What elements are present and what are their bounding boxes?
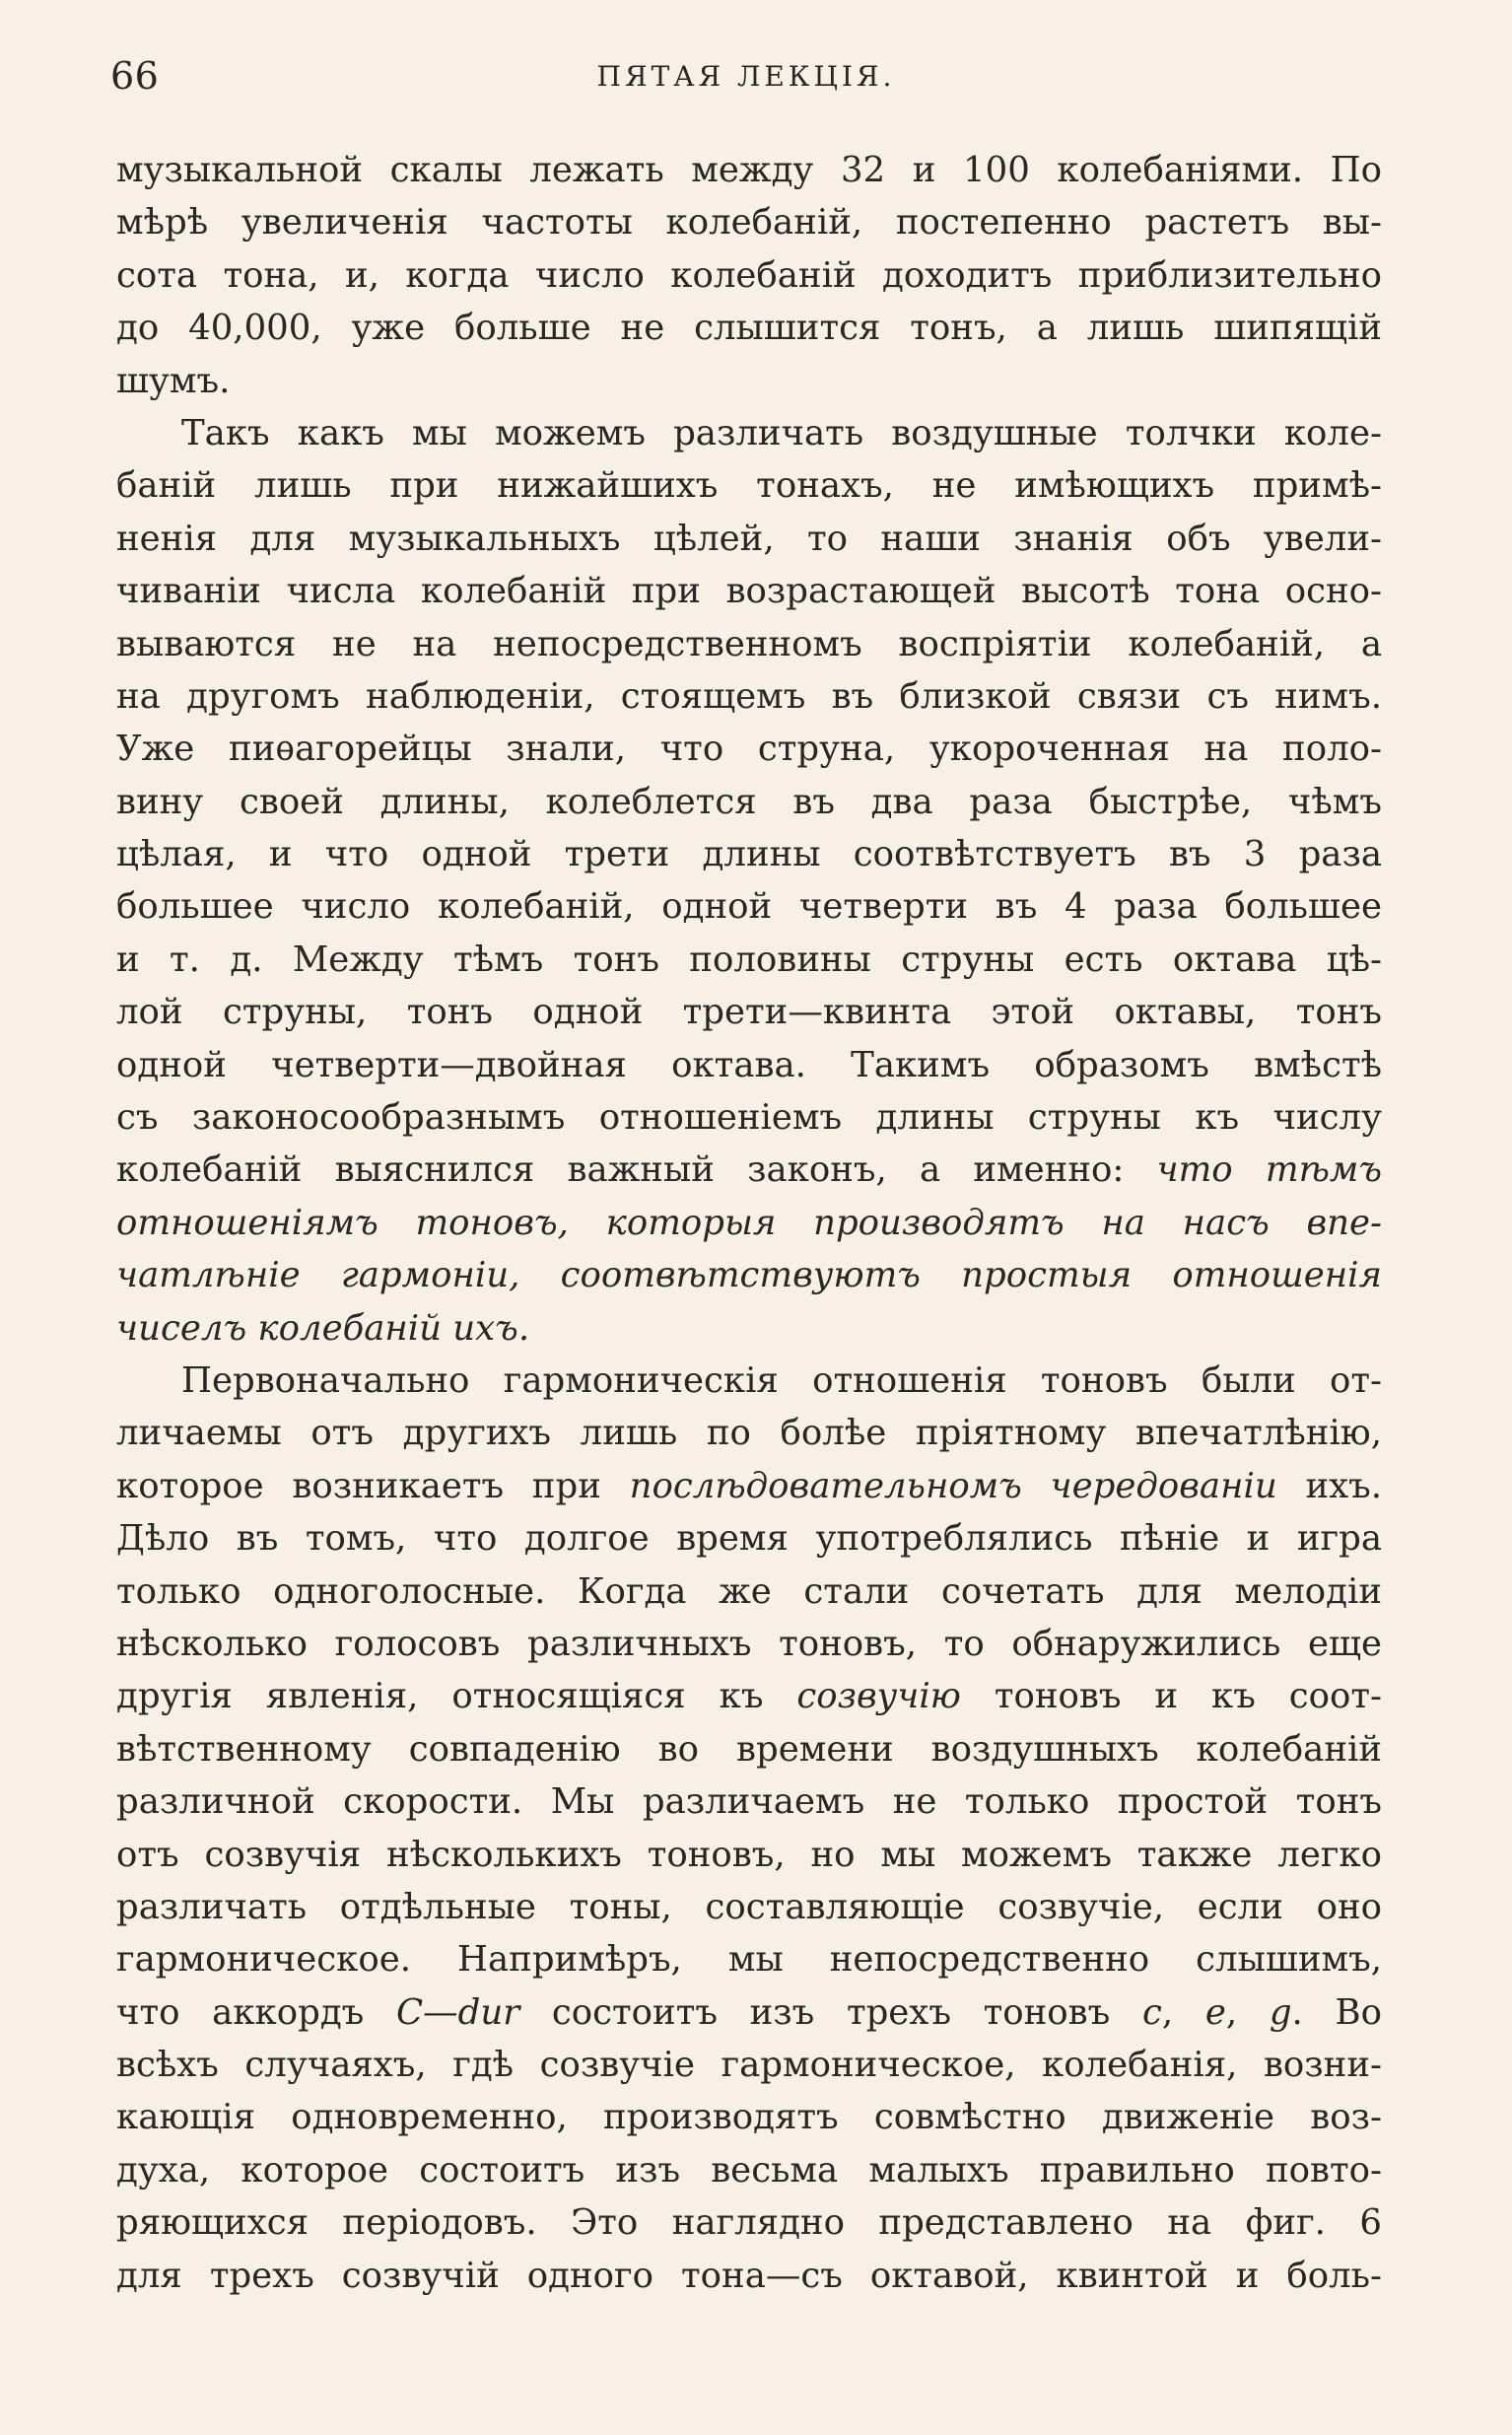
running-title: ПЯТАЯ ЛЕКЦІЯ. [596,60,896,93]
italic-text: C—dur [395,1991,520,2033]
text-line [116,1197,1382,1249]
text-line: Уже пиѳагорейцы знали, что струна, укороченная на поло- [116,729,1382,770]
text-line: баній лишь при нижайшихъ тонахъ, не имѣющихъ примѣ- [116,465,1382,507]
text-line: Дѣло въ томъ, что долгое время употреблялись пѣніе и игра [116,1518,1382,1560]
text-line: одной четверти—двойная октава. Такимъ образомъ вмѣстѣ [116,1044,1382,1085]
text-line: Такъ какъ мы можемъ различать воздушные толчки коле- [181,412,1382,453]
text-line: лой струны, тонъ одной трети—квинта этой октавы, тонъ [116,992,1382,1033]
text-line: на другомъ наблюденіи, стоящемъ въ близкой связи съ нимъ. [116,675,1382,717]
body-text [116,144,1382,2302]
text-line [116,1249,1382,1301]
running-head [110,51,1382,101]
text-line: съ законосообразнымъ отношеніемъ длины струны къ числу [116,1097,1382,1139]
text-line: вѣтственному совпаденію во времени воздушныхъ колебаній [116,1728,1382,1770]
italic-text: g [1269,1991,1292,2033]
text-line: и т. д. Между тѣмъ тонъ половины струны есть октава цѣ- [116,939,1382,980]
text-line: вываются не на непосредственномъ воспріятіи колебаній, а [116,623,1382,664]
text-line: что аккордъ C—dur состоитъ изъ трехъ тоновъ c, e, g. Во [116,1991,1382,2033]
text-line: другія явленія, относящіяся къ созвучію тоновъ и къ соот- [116,1676,1382,1717]
text-line: сота тона, и, когда число колебаній доходитъ приблизительно [116,254,1382,296]
italic-text: отношеніямъ тоновъ, которыя производятъ на насъ впе- [116,1202,1382,1243]
italic-text: созвучію [796,1676,961,1717]
text-line: различать отдѣльные тоны, составляющіе созвучіе, если оно [116,1886,1382,1927]
italic-text: e [1204,1991,1226,2033]
text-line: Первоначально гармоническія отношенія тоновъ были от- [181,1359,1382,1401]
text-line: шумъ. [116,360,231,401]
text-line: всѣхъ случаяхъ, гдѣ созвучіе гармоническое, колебанія, возни- [116,2045,1382,2086]
italic-text: послѣдовательномъ чередованіи [629,1465,1277,1506]
text-line: цѣлая, и что одной трети длины соотвѣтствуетъ въ 3 раза [116,834,1382,875]
text-line: личаемы отъ другихъ лишь по болѣе пріятному впечатлѣнію, [116,1413,1382,1454]
text-line: которое возникаетъ при послѣдовательномъ чередованіи ихъ. [116,1465,1382,1506]
text-line: чиваніи числа колебаній при возрастающей высотѣ тона осно- [116,571,1382,612]
text-line: нѣсколько голосовъ различныхъ тоновъ, то обнаружились еще [116,1623,1382,1664]
text-line: ненія для музыкальныхъ цѣлей, то наши знанія объ увели- [116,518,1382,559]
italic-text: чатлѣніе гармоніи, соотвѣтствуютъ простыя отношенія [116,1255,1382,1296]
text-line: кающія одновременно, производятъ совмѣстно движеніе воз- [116,2097,1382,2138]
text-line: мѣрѣ увеличенія частоты колебаній, постепенно растетъ вы- [116,202,1382,244]
text-line: ряющихся періодовъ. Это наглядно представлено на фиг. 6 [116,2202,1382,2244]
italic-text: c [1141,1991,1162,2033]
text-line: различной скорости. Мы различаемъ не только простой тонъ [116,1781,1382,1823]
italic-text: что тѣмъ [1156,1149,1382,1191]
text-line: вину своей длины, колеблется въ два раза быстрѣе, чѣмъ [116,781,1382,822]
text-line: большее число колебаній, одной четверти въ 4 раза большее [116,886,1382,928]
text-line: колебаній выяснился важный законъ, а именно: что тѣмъ [116,1149,1382,1191]
text-line: духа, которое состоитъ изъ весьма малыхъ правильно повто- [116,2149,1382,2191]
text-line: только одноголосные. Когда же стали сочетать для мелодіи [116,1570,1382,1612]
italic-text: чиселъ колебаній ихъ. [116,1307,530,1349]
page-number: 66 [110,54,160,98]
text-line: гармоническое. Напримѣръ, мы непосредственно слышимъ, [116,1939,1382,1981]
text-line: отъ созвучія нѣсколькихъ тоновъ, но мы можемъ также легко [116,1834,1382,1875]
text-line [116,1302,1382,1355]
text-line: музыкальной скалы лежать между 32 и 100 колебаніями. По [116,150,1382,190]
text-line: до 40,000, уже больше не слышится тонъ, а лишь шипящій [116,308,1382,349]
text-line: для трехъ созвучій одного тона—съ октавой, квинтой и боль- [116,2255,1382,2296]
